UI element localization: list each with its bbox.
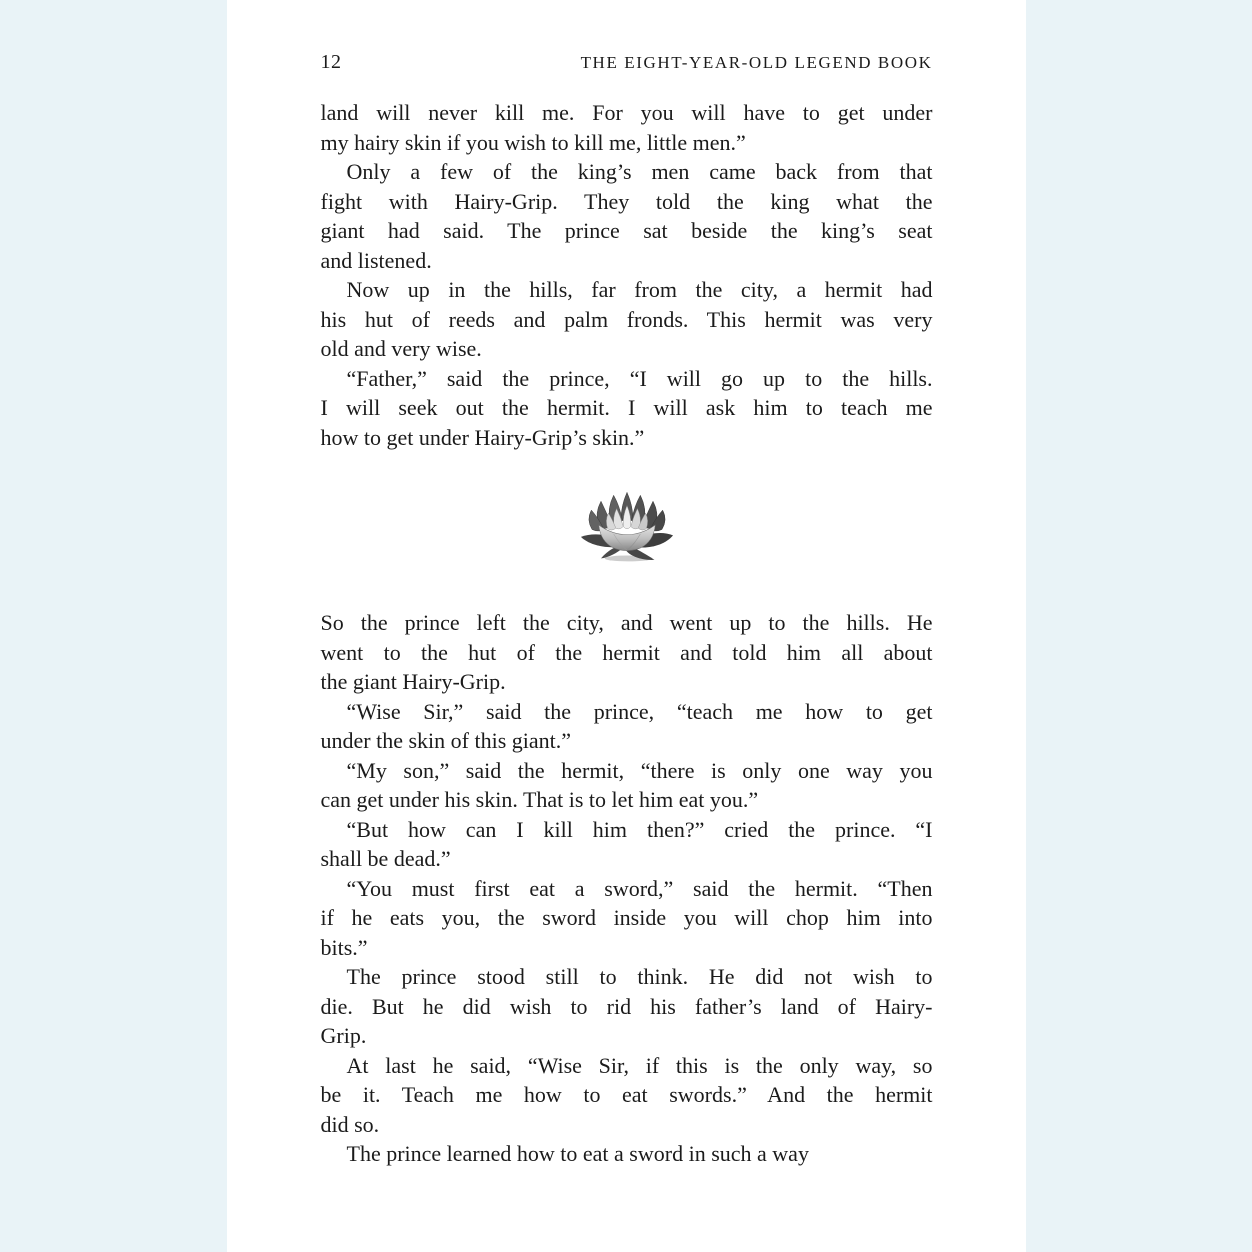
- paragraph: [321, 697, 933, 756]
- paragraph: [321, 874, 933, 963]
- text-line: did so.: [320, 1111, 380, 1137]
- text-line: land will never kill me. For you will have to get under: [320, 100, 933, 125]
- text-line: bits.”: [320, 934, 368, 960]
- text-line: went to the hut of the hermit and told him all about: [320, 639, 933, 665]
- text-line: his hut of reeds and palm fronds. This hermit was very: [320, 306, 933, 332]
- text-line: my hairy skin if you wish to kill me, little men.”: [320, 129, 746, 155]
- paragraph: [321, 98, 933, 157]
- lotus-ornament: [575, 486, 679, 564]
- text-line: At last he said, “Wise Sir, if this is the only way, so: [346, 1052, 933, 1078]
- paragraph: [321, 275, 933, 364]
- text-line: “Father,” said the prince, “I will go up to the hills.: [346, 365, 933, 391]
- text-line: “You must first eat a sword,” said the hermit. “Then: [346, 875, 933, 901]
- text-line: The prince learned how to eat a sword in such a way: [346, 1141, 809, 1166]
- lotus-icon: [575, 486, 679, 564]
- book-page: [227, 0, 1026, 1252]
- text-line: I will seek out the hermit. I will ask him to teach me: [320, 395, 933, 420]
- running-title: THE EIGHT-YEAR-OLD LEGEND BOOK: [580, 53, 933, 72]
- running-header: [321, 50, 933, 74]
- paragraph: [321, 815, 933, 874]
- text-block-before-ornament: [321, 98, 933, 452]
- text-line: Grip.: [320, 1023, 367, 1048]
- text-line: “But how can I kill him then?” cried the prince. “I: [346, 816, 933, 842]
- text-line: can get under his skin. That is to let him eat you.”: [320, 787, 759, 812]
- text-line: giant had said. The prince sat beside the king’s seat: [320, 218, 933, 243]
- text-line: how to get under Hairy-Grip’s skin.”: [320, 424, 645, 450]
- paragraph: [321, 1139, 933, 1169]
- paragraph: [321, 1051, 933, 1140]
- text-line: die. But he did wish to rid his father’s land of Hairy-: [320, 993, 933, 1019]
- text-line: and listened.: [320, 247, 432, 273]
- text-line: Only a few of the king’s men came back from that: [346, 159, 933, 184]
- text-line: the giant Hairy-Grip.: [320, 669, 506, 694]
- text-line: Now up in the hills, far from the city, a hermit had: [346, 277, 933, 302]
- text-line: be it. Teach me how to eat swords.” And the hermit: [320, 1082, 933, 1107]
- text-line: The prince stood still to think. He did not wish to: [346, 964, 933, 989]
- text-line: old and very wise.: [320, 336, 482, 361]
- paragraph: [321, 157, 933, 275]
- body-text: [321, 98, 933, 1169]
- paragraph: [321, 962, 933, 1051]
- text-line: if he eats you, the sword inside you will chop him into: [320, 905, 933, 930]
- paragraph: [321, 756, 933, 815]
- text-line: under the skin of this giant.”: [320, 728, 572, 753]
- page-number: 12: [320, 51, 342, 73]
- text-line: “Wise Sir,” said the prince, “teach me how to get: [346, 698, 933, 724]
- paragraph: [321, 364, 933, 453]
- text-line: “My son,” said the hermit, “there is only one way you: [346, 757, 933, 783]
- text-block-after-ornament: [321, 608, 933, 1169]
- text-line: So the prince left the city, and went up to the hills. He: [320, 610, 933, 635]
- paragraph: [321, 608, 933, 697]
- text-line: fight with Hairy-Grip. They told the king what the: [320, 188, 933, 214]
- text-line: shall be dead.”: [320, 846, 451, 871]
